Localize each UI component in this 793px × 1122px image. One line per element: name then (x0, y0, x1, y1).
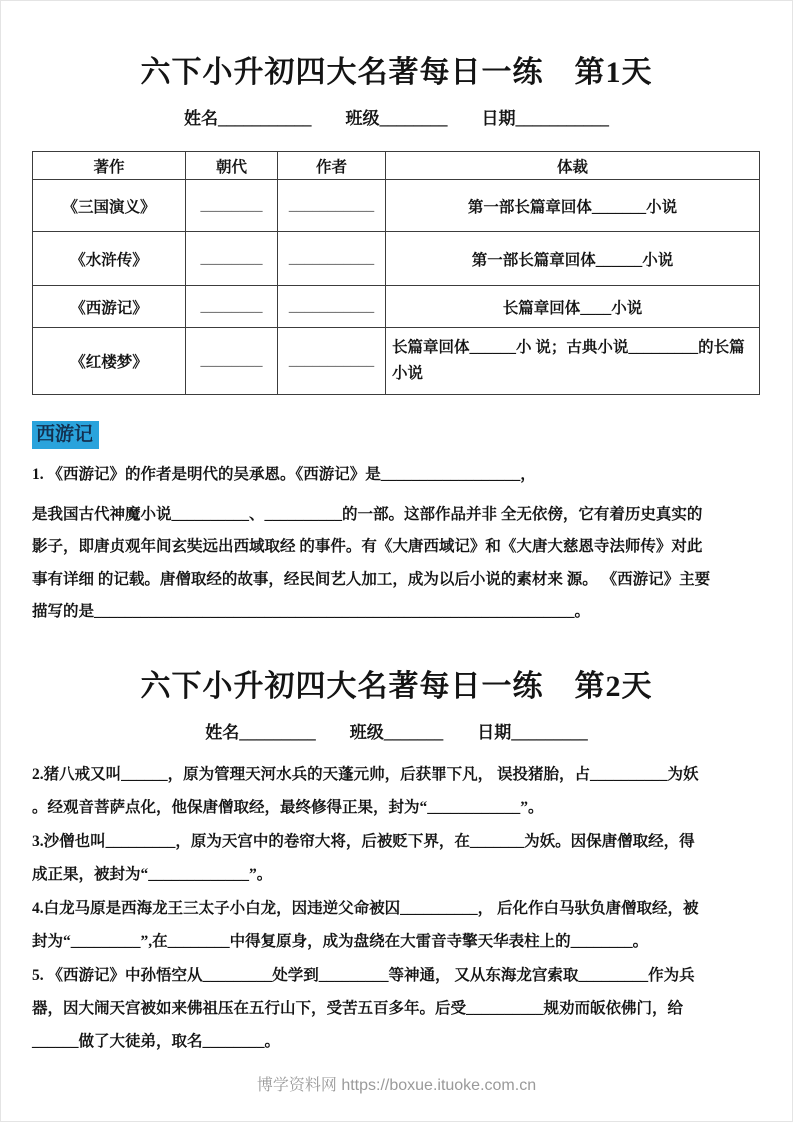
table-row (33, 328, 760, 395)
author-blank: ___________ (278, 286, 386, 328)
question-line: 描写的是______________________________________________________________。 (32, 603, 591, 620)
header-genre: 体裁 (386, 152, 760, 180)
genre-text: 第一部长篇章回体_______小说 (386, 180, 760, 232)
author-blank: ___________ (278, 232, 386, 286)
table-header-row (33, 152, 760, 180)
work-title: 《水浒传》 (33, 232, 186, 286)
question-line: 封为“_________”,在________中得复原身，成为盘绕在大雷音寺擎天华表柱上的________。 (32, 932, 649, 950)
work-title: 《三国演义》 (33, 180, 186, 232)
question-line: 事有详细 的记载。唐僧取经的故事，经民间艺人加工，成为以后小说的素材来 源。 《西游记》主要 (32, 570, 711, 588)
header-author: 作者 (278, 152, 386, 180)
dynasty-blank: ________ (186, 286, 278, 328)
question-1 (32, 459, 761, 629)
question-line: 4.白龙马原是西海龙王三太子小白龙，因违逆父命被囚__________， 后化作白马驮负唐僧取经，被 (32, 899, 699, 917)
author-blank: ___________ (278, 328, 386, 395)
table-row (33, 232, 760, 286)
question-line: 5. 《西游记》中孙悟空从_________处学到_________等神通， 又从东海龙宫索取_________作为兵 (32, 966, 695, 984)
table-row (33, 286, 760, 328)
author-blank: ___________ (278, 180, 386, 232)
highlighted-heading: 西游记 (32, 421, 99, 449)
footer-watermark: 博学资料网 https://boxue.ituoke.com.cn (256, 1077, 537, 1094)
question-line: 3.沙僧也叫_________，原为天宫中的卷帘大将，后被贬下界，在_______为妖。因保唐僧取经，得 (32, 832, 695, 850)
day2-name-class-date-fields: 姓名_________ 班级_______ 日期_________ (205, 722, 588, 742)
question-line: 2.猪八戒又叫______，原为管理天河水兵的天蓬元帅，后获罪下凡， 误投猪胎，占__________为妖 (32, 765, 699, 783)
question-line: 器，因大闹天宫被如来佛祖压在五行山下，受苦五百多年。后受__________规劝而皈依佛门，给 (32, 999, 684, 1017)
question-line: 1. 《西游记》的作者是明代的吴承恩。《西游记》是__________________， (32, 466, 536, 483)
question-5 (32, 959, 761, 1058)
question-3 (32, 825, 761, 891)
question-line: 是我国古代神魔小说__________、__________的一部。这部作品并非 全无依傍，它有着历史真实的 (32, 505, 703, 523)
day2-title: 六下小升初四大名著每日一练 第2天 (140, 669, 653, 703)
header-dynasty: 朝代 (186, 152, 278, 180)
question-line: 。经观音菩萨点化，他保唐僧取经，最终修得正果，封为“____________”。 (32, 798, 544, 816)
work-title: 《红楼梦》 (33, 328, 186, 395)
question-2 (32, 758, 761, 824)
work-title: 《西游记》 (33, 286, 186, 328)
question-line: ______做了大徒弟，取名________。 (32, 1032, 281, 1050)
genre-text: 长篇章回体____小说 (386, 286, 760, 328)
genre-text: 长篇章回体______小 说；古典小说_________的长篇小说 (386, 328, 760, 395)
genre-text: 第一部长篇章回体______小说 (386, 232, 760, 286)
dynasty-blank: ________ (186, 328, 278, 395)
section-heading-xiyouji (32, 419, 792, 446)
table-row (33, 180, 760, 232)
classics-table (32, 151, 760, 395)
header-work: 著作 (33, 152, 186, 180)
question-line: 影子，即唐贞观年间玄奘远出西域取经 的事件。有《大唐西域记》和《大唐大慈恩寺法师传》对此 (32, 538, 703, 555)
day1-name-class-date-fields: 姓名___________ 班级________ 日期___________ (184, 109, 609, 128)
question-4 (32, 892, 761, 958)
dynasty-blank: ________ (186, 232, 278, 286)
dynasty-blank: ________ (186, 180, 278, 232)
question-line: 成正果，被封为“_____________”。 (32, 865, 273, 883)
day1-title: 六下小升初四大名著每日一练 第1天 (140, 56, 653, 89)
